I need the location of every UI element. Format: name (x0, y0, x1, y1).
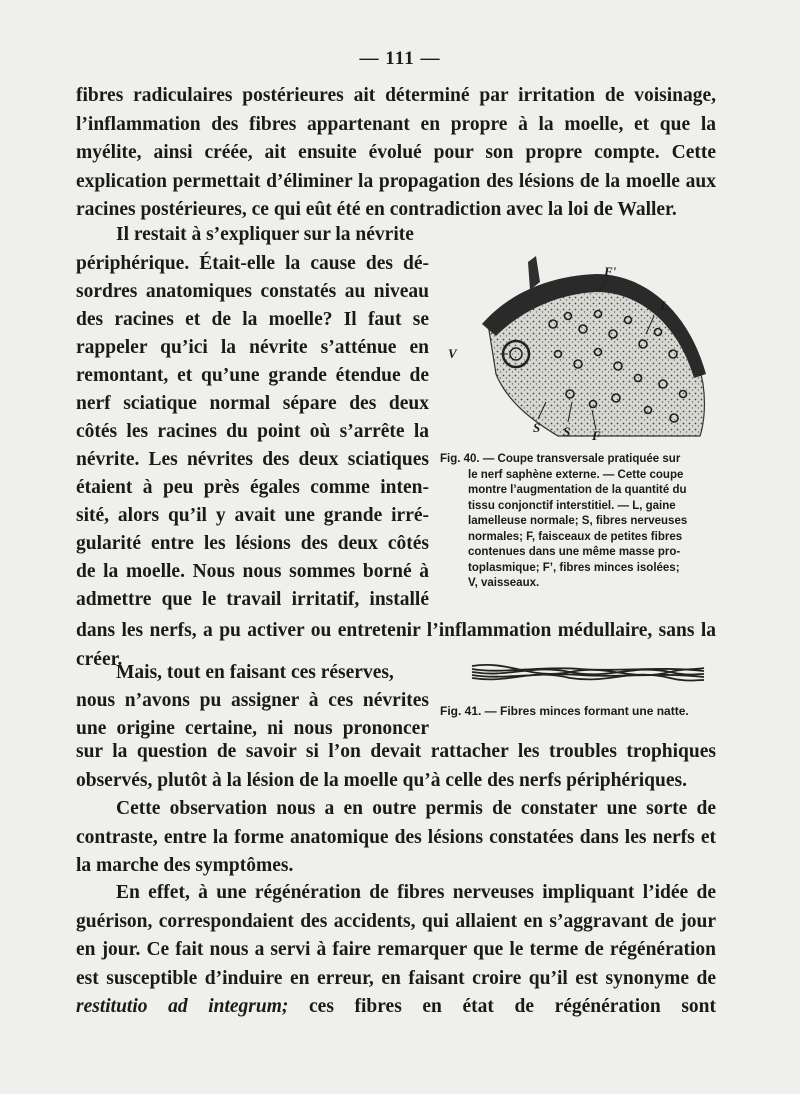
page-number: — 111 — (359, 48, 441, 69)
caption-line: normales; F, faisceaux de petites fibres (468, 530, 683, 543)
text-line: nerf sciatique normal sépare des deux (76, 393, 429, 414)
braided-fibres-illustration (470, 658, 706, 686)
caption-line: contenues dans une même masse pro- (468, 546, 681, 558)
text-line: remontant, et qu’une grande étendue de (76, 365, 429, 386)
caption-line: toplasmique; F’, fibres minces isolées; (468, 561, 680, 574)
text-line: côtés les racines du point où s’arrête la (76, 421, 429, 442)
text-line: des racines et de la moelle? Il faut se (76, 309, 429, 330)
paragraph-5 (76, 879, 716, 1022)
fig-label-f: F (592, 428, 601, 443)
caption-line: tissu conjonctif interstitiel. — L, gaine (468, 499, 676, 512)
text-line: sité, alors qu’il y avait une grande irré- (76, 505, 429, 526)
fig-label-s2: S (563, 424, 571, 439)
text-line: de la moelle. Nous nous sommes borné à (76, 561, 429, 582)
paragraph-5-start: En effet, à une régénération de fibres nerveuses impliquant l’idée de guérison, correspondaient des accidents, qui allaient en s’aggravant de jour en jour. Ce fait nous a servi à faire remarquer que le terme de régénération est susceptible d’induire en erreur, en faisant croire qu’il est synonyme de (76, 882, 716, 989)
latin-phrase: restitutio ad integrum; (76, 996, 289, 1017)
paragraph-4: Cette observation nous a en outre permis de constater une sorte de contraste, entre la forme anatomique des lésions constatées dans les nerfs et la marche des symptômes. (76, 798, 716, 876)
paragraph-1: fibres radiculaires postérieures ait déterminé par irritation de voisinage, l’inflammation des fibres appartenant en propre à la moelle, et que la myélite, ainsi créée, ait ensuite évolué pour son propre compte. Cette explication permettait d’éliminer la propagation des lésions de la moelle aux racines postérieures, ce qui eût été en contradiction avec la loi de Waller. (76, 85, 716, 220)
caption-line: Fig. 40. — Coupe transversale pratiquée sur (440, 453, 681, 465)
fig-label-l: L (660, 298, 668, 313)
text-line: Il restait à s’expliquer sur la névrite (116, 224, 414, 245)
nerve-cross-section-illustration (478, 254, 714, 444)
text-line: névrite. Les névrites des deux sciatiques (76, 449, 429, 470)
paragraph-3-tail: sur la question de savoir si l’on devait rattacher les troubles trophiques observés, plutôt à la lésion de la moelle qu’à celle des nerfs périphériques. (76, 741, 716, 791)
text-line: rappeler qu’ici la névrite s’atténue en (76, 337, 429, 358)
text-line: nous n’avons pu assigner à ces névrites (76, 690, 429, 711)
caption-line: montre l’augmentation de la quantité du (468, 484, 687, 496)
figure-41-caption: Fig. 41. — Fibres minces formant une natte. (440, 704, 689, 718)
text-line: sordres anatomiques constatés au niveau (76, 281, 429, 302)
caption-line: V, vaisseaux. (468, 577, 540, 589)
paragraph-2-tail: dans les nerfs, a pu activer ou entretenir l’inflammation médullaire, sans la créer. (76, 620, 716, 670)
text-line: gularité entre les lésions des deux côtés (76, 533, 429, 554)
text-line: une origine certaine, ni nous prononcer (76, 718, 429, 739)
paragraph-5-end: ces fibres en état de régénération sont (288, 996, 716, 1017)
text-line: périphérique. Était-elle la cause des dé- (76, 253, 429, 274)
fig-label-v: V (448, 346, 457, 361)
fig-label-f-prime: F' (604, 264, 617, 279)
text-line: Mais, tout en faisant ces réserves, (116, 662, 394, 683)
fig-label-s1: S (533, 420, 541, 435)
text-line: étaient à peu près égales comme inten- (76, 477, 429, 498)
caption-line: lamelleuse normale; S, fibres nerveuses (468, 515, 688, 527)
text-line: admettre que le travail irritatif, installé (76, 589, 429, 610)
caption-line: le nerf saphène externe. — Cette coupe (468, 468, 684, 481)
